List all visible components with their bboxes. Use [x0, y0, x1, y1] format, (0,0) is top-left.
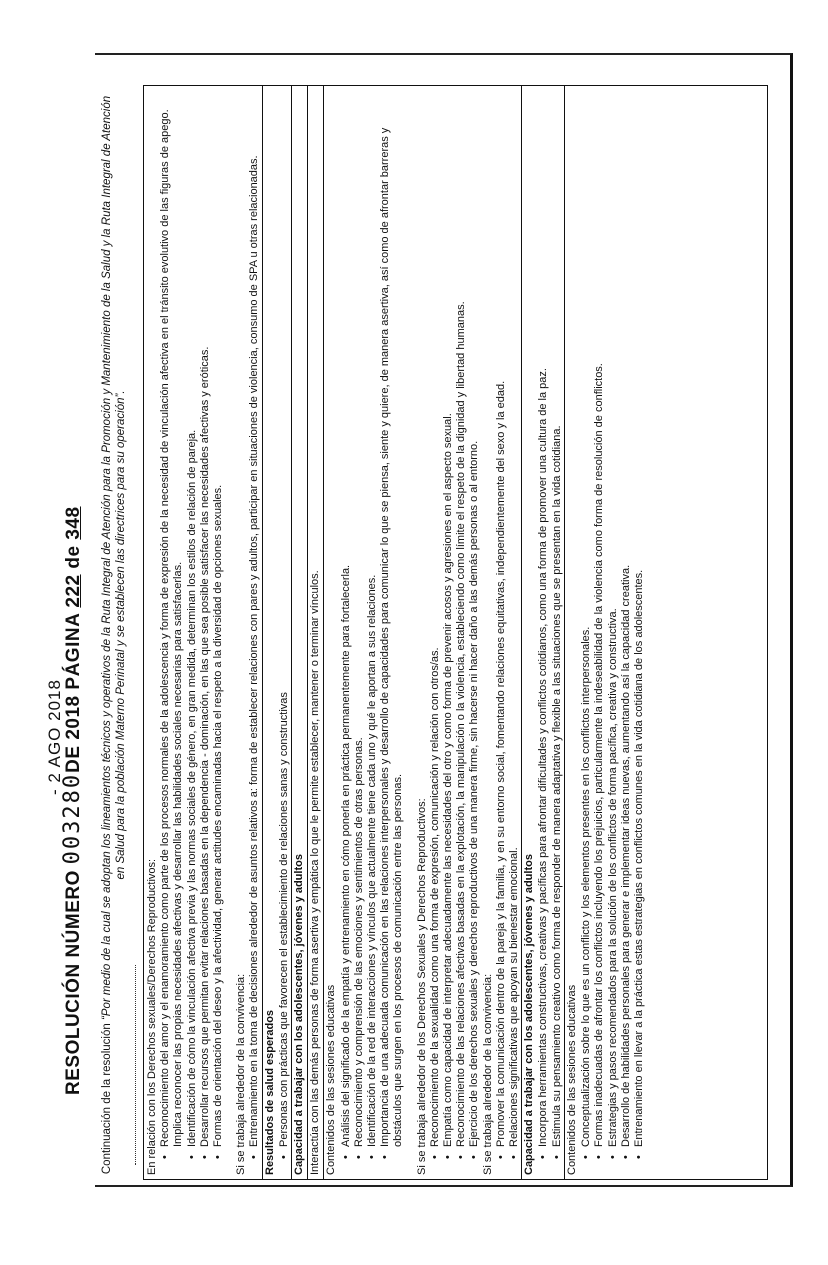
list-item: • Ejercicio de los derechos sexuales y derechos reproductivos de una manera firme, sin hacerse ni hacer daño a las demás personas o al entorno.	[468, 90, 481, 1159]
list-item: • Personas con prácticas que favorecen el establecimiento de relaciones sanas y constructivas	[278, 90, 291, 1159]
results-title: Resultados de salud esperados	[262, 86, 278, 1179]
resolution-header	[60, 506, 85, 1095]
list-item: • Incorpora herramientas constructivas, creativas y pacíficas para afrontar dificultades y conflictos cotidianos, como una forma de promover una cultura de la paz.	[537, 90, 550, 1159]
content-table	[143, 85, 768, 1180]
list-item: • Reconocimiento y comprensión de las emociones y sentimientos de otras personas.	[353, 90, 366, 1159]
list-item: • Conceptualización sobre lo que es un conflicto y los elementos presentes en los conflictos interpersonales.	[580, 90, 593, 1159]
list-item: • Análisis del significado de la empatía y entrenamiento en cómo ponerla en práctica permanentemente para fortalecerla.	[340, 90, 353, 1159]
capacity1-text: Interactúa con las demás personas de forma asertiva y empática lo que le permite establecer, mantener o terminar vínculos.	[307, 86, 323, 1179]
contents2-list	[580, 90, 646, 1175]
list-item: • Importancia de una adecuada comunicación en las relaciones interpersonales y desarrollo de capacidades para comunicar lo que se piensa, siente y quiere, de manera asertiva, así como de afrontar barreras y obstáculos que surgen en los procesos de comunicación entre las personas.	[379, 90, 405, 1159]
list-item: • Entrenamiento en la toma de decisiones alrededor de asuntos relativos a: forma de establecer relaciones con pares y adultos, participar en situaciones de violencia, consumo de SPA u otras relacionadas.	[248, 90, 261, 1159]
dotted-rule	[135, 965, 136, 1165]
capacity1-title: Capacidad a trabajar con los adolescentes, jóvenes y adultos	[291, 86, 307, 1179]
contents1-title: Contenidos de las sesiones educativas	[323, 86, 339, 1179]
list-item: • Promover la comunicación dentro de la pareja y la familia, y en su entorno social, fomentando relaciones equitativas, independientemente del sexo y la edad.	[495, 90, 508, 1159]
list-item: • Desarrollar recursos que permitan evitar relaciones basadas en la dependencia - dominación, en las que sea posible satisfacer las necesidades afectivas y eróticas.	[199, 90, 212, 1159]
section4-title: Si se trabaja alrededor de la convivencia:	[481, 973, 494, 1175]
section3-title: Si se trabaja alrededor de los Derechos Sexuales y Derechos Reproductivos:	[415, 798, 428, 1175]
section3-list	[429, 90, 482, 1175]
capacity2-title: Capacidad a trabajar con los adolescentes, jóvenes y adultos	[521, 86, 537, 1179]
caption-prefix: Continuación de la resolución	[101, 1023, 113, 1175]
date-stamp: - 2 AGO 2018	[45, 679, 64, 795]
capacity2-list	[537, 90, 563, 1175]
page-total: 348	[63, 506, 84, 540]
list-item: • Relaciones significativas que apoyan su bienestar emocional.	[508, 90, 521, 1159]
list-item: • Entrenamiento en llevar a la práctica estas estrategias en conflictos comunes en la vida cotidiana de los adolescentes.	[633, 90, 646, 1159]
section1-list	[159, 90, 225, 1175]
caption-text: “Por medio de la cual se adoptan los lineamientos técnicos y operativos de la Ruta Integral de Atención para la Promoción y Mantenimiento de la Salud y la Ruta Integral de Atención en Salud para la población Materno Perinatal y se establecen las directrices para su operación”.	[101, 95, 127, 1021]
section4-list	[495, 90, 521, 1175]
list-item: • Identificación de cómo la vinculación afectiva previa y las normas sociales de género, en gran medida, determinan los estilos de relación de pareja.	[186, 90, 199, 1159]
resolution-tail: DE 2018 PÁGINA	[63, 613, 84, 773]
list-item: • Estrategias y pasos recomendados para la solución de los conflictos de forma pacífica, creativa y constructiva.	[607, 90, 620, 1159]
list-item: • Formas de orientación del deseo y la afectividad, generar actitudes encaminadas hacia el respeto a la diversidad de opciones sexuales.	[212, 90, 225, 1159]
page-number: 222	[63, 574, 84, 608]
list-item: • Reconocimiento del amor y el enamoramiento como parte de los procesos normales de la adolescencia y forma de expresión de la necesidad de vinculación afectiva en el tránsito evolutivo de las figuras de apego. Implica reconocer las propias necesidades afectivas y desarrollar las habilidades sociales necesarias para satisfacerlas.	[159, 90, 185, 1159]
list-item: • Reconocimiento de la sexualidad como una forma de expresión, comunicación y relación con otros/as.	[429, 90, 442, 1159]
list-item: • Identificación de la red de interacciones y vínculos que actualmente tiene cada uno y qué le aportan a sus relaciones.	[366, 90, 379, 1159]
list-item: • Reconocimiento de las relaciones afectivas basadas en la explotación, la manipulación o la violencia, estableciendo como límite el respeto de la dignidad y libertad humanas.	[455, 90, 468, 1159]
contents1-list	[340, 90, 406, 1175]
contents2-title: Contenidos de las sesiones educativas	[564, 86, 580, 1179]
list-item: • Formas inadecuadas de afrontar los conflictos incluyendo los prejuicios, particularmente la indeseabilidad de la violencia como forma de resolución de conflictos.	[593, 90, 606, 1159]
resolution-label: RESOLUCIÓN NÚMERO	[63, 870, 84, 1095]
results-list	[278, 90, 291, 1175]
resolution-number: 003280	[60, 772, 85, 865]
caption	[100, 95, 128, 1175]
page-of: de	[63, 545, 84, 569]
section2-list	[248, 90, 261, 1175]
list-item: • Empatía como capacidad de interpretar adecuadamente las necesidades del otro y como forma de prevenir acosos y agresiones en el aspecto sexual.	[442, 90, 455, 1159]
list-item: • Desarrollo de habilidades personales para generar e implementar ideas nuevas, aumentando así la capacidad creativa.	[620, 90, 633, 1159]
section2-title: Si se trabaja alrededor de la convivencia:	[235, 973, 248, 1175]
list-item: • Estimula su pensamiento creativo como forma de responder de manera adaptativa y flexible a las situaciones que se presentan en la vida cotidiana.	[551, 90, 564, 1159]
section1-title: En relación con los Derechos sexuales/Derechos Reproductivos:	[146, 858, 158, 1175]
